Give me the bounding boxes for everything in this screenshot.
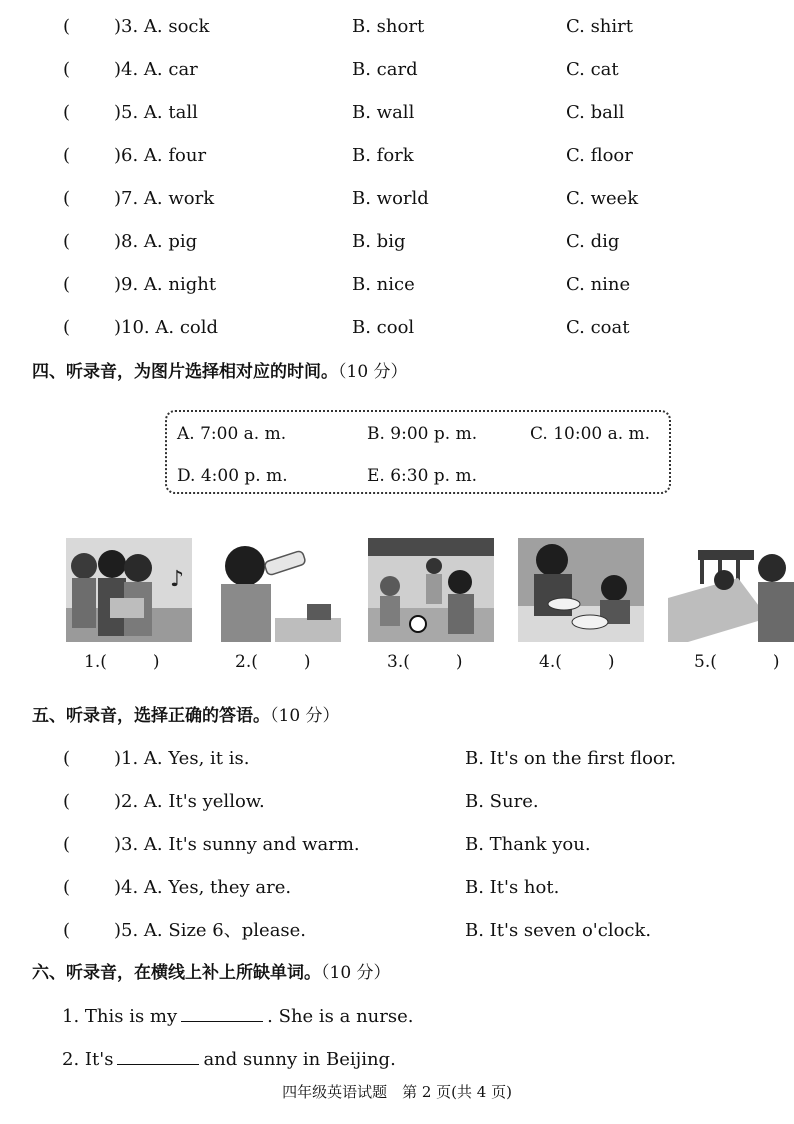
option-c: C. shirt: [566, 16, 633, 37]
question-row: [0, 98, 794, 128]
option-a: )5. A. tall: [114, 102, 198, 123]
picture-2-drinking: [215, 538, 341, 642]
blank-input[interactable]: [181, 1003, 263, 1022]
answer-paren[interactable]: (: [63, 231, 71, 252]
svg-text:♪: ♪: [170, 567, 185, 592]
picture-5-bedtime: [668, 538, 794, 642]
option-b: B. wall: [352, 102, 415, 123]
picture-1-singing: [66, 538, 192, 642]
option-a: )8. A. pig: [114, 231, 198, 252]
section4-heading: [32, 357, 408, 387]
question-row: [0, 184, 794, 214]
answer-paren[interactable]: (: [63, 920, 71, 941]
option-a: )7. A. work: [114, 188, 215, 209]
option-b: B. world: [352, 188, 429, 209]
time-option-a: A. 7:00 a. m.: [177, 424, 287, 444]
section4-points: （10 分）: [338, 362, 408, 382]
answer-paren[interactable]: (: [63, 59, 71, 80]
time-option-e: E. 6:30 p. m.: [367, 466, 478, 486]
option-a: )6. A. four: [114, 145, 207, 166]
answer-paren[interactable]: (: [63, 834, 71, 855]
option-c: C. floor: [566, 145, 633, 166]
option-a: )10. A. cold: [114, 317, 219, 338]
picture-label[interactable]: 4.( ): [539, 652, 615, 672]
option-b: B. Thank you.: [465, 834, 591, 855]
picture-label[interactable]: 5.( ): [694, 652, 780, 672]
picture-label[interactable]: 3.( ): [387, 652, 463, 672]
question-row: [0, 744, 794, 774]
section6-heading: [32, 958, 391, 988]
question-row: [0, 141, 794, 171]
time-options-box: [165, 410, 671, 494]
time-option-c: C. 10:00 a. m.: [530, 424, 651, 444]
option-a: )1. A. Yes, it is.: [114, 748, 250, 769]
picture-4-dinner: [518, 538, 644, 642]
option-c: C. dig: [566, 231, 620, 252]
answer-paren[interactable]: (: [63, 877, 71, 898]
section4-title: 四、听录音，为图片选择相对应的时间。: [32, 362, 338, 382]
question-row: [0, 313, 794, 343]
option-c: C. coat: [566, 317, 630, 338]
answer-paren[interactable]: (: [63, 102, 71, 123]
question-row: [0, 873, 794, 903]
option-b: B. Sure.: [465, 791, 539, 812]
option-b: B. It's on the first floor.: [465, 748, 677, 769]
section5-heading: [32, 701, 340, 731]
section5-title: 五、听录音，选择正确的答语。: [32, 706, 270, 726]
option-c: C. ball: [566, 102, 625, 123]
option-a: )9. A. night: [114, 274, 217, 295]
option-b: B. It's hot.: [465, 877, 560, 898]
option-c: C. week: [566, 188, 639, 209]
option-a: )4. A. Yes, they are.: [114, 877, 292, 898]
answer-paren[interactable]: (: [63, 317, 71, 338]
option-b: B. fork: [352, 145, 414, 166]
option-b: B. It's seven o'clock.: [465, 920, 652, 941]
question-row: [0, 916, 794, 946]
fill-blank-line: 2. It's and sunny in Beijing.: [62, 1045, 396, 1075]
blank-input[interactable]: [117, 1046, 199, 1065]
picture-3-playing-football: [368, 538, 494, 642]
time-option-b: B. 9:00 p. m.: [367, 424, 478, 444]
answer-paren[interactable]: (: [63, 16, 71, 37]
section6-title: 六、听录音，在横线上补上所缺单词。: [32, 963, 321, 983]
option-b: B. card: [352, 59, 418, 80]
option-b: B. short: [352, 16, 425, 37]
question-row: [0, 55, 794, 85]
question-row: [0, 270, 794, 300]
option-b: B. nice: [352, 274, 415, 295]
picture-label[interactable]: 2.( ): [235, 652, 311, 672]
fill-blank-line: 1. This is my . She is a nurse.: [62, 1002, 413, 1032]
question-row: [0, 830, 794, 860]
question-row: [0, 787, 794, 817]
answer-paren[interactable]: (: [63, 748, 71, 769]
answer-paren[interactable]: (: [63, 274, 71, 295]
option-b: B. big: [352, 231, 406, 252]
section5-points: （10 分）: [270, 706, 340, 726]
answer-paren[interactable]: (: [63, 188, 71, 209]
option-a: )3. A. It's sunny and warm.: [114, 834, 360, 855]
question-row: [0, 12, 794, 42]
option-a: )5. A. Size 6、please.: [114, 920, 307, 941]
option-c: C. cat: [566, 59, 619, 80]
option-b: B. cool: [352, 317, 415, 338]
option-a: )3. A. sock: [114, 16, 210, 37]
picture-label[interactable]: 1.( ): [84, 652, 160, 672]
option-a: )2. A. It's yellow.: [114, 791, 265, 812]
section6-points: （10 分）: [321, 963, 391, 983]
answer-paren[interactable]: (: [63, 145, 71, 166]
page-footer: 四年级英语试题 第 2 页(共 4 页): [282, 1083, 512, 1101]
option-a: )4. A. car: [114, 59, 198, 80]
question-row: [0, 227, 794, 257]
answer-paren[interactable]: (: [63, 791, 71, 812]
time-option-d: D. 4:00 p. m.: [177, 466, 288, 486]
option-c: C. nine: [566, 274, 631, 295]
